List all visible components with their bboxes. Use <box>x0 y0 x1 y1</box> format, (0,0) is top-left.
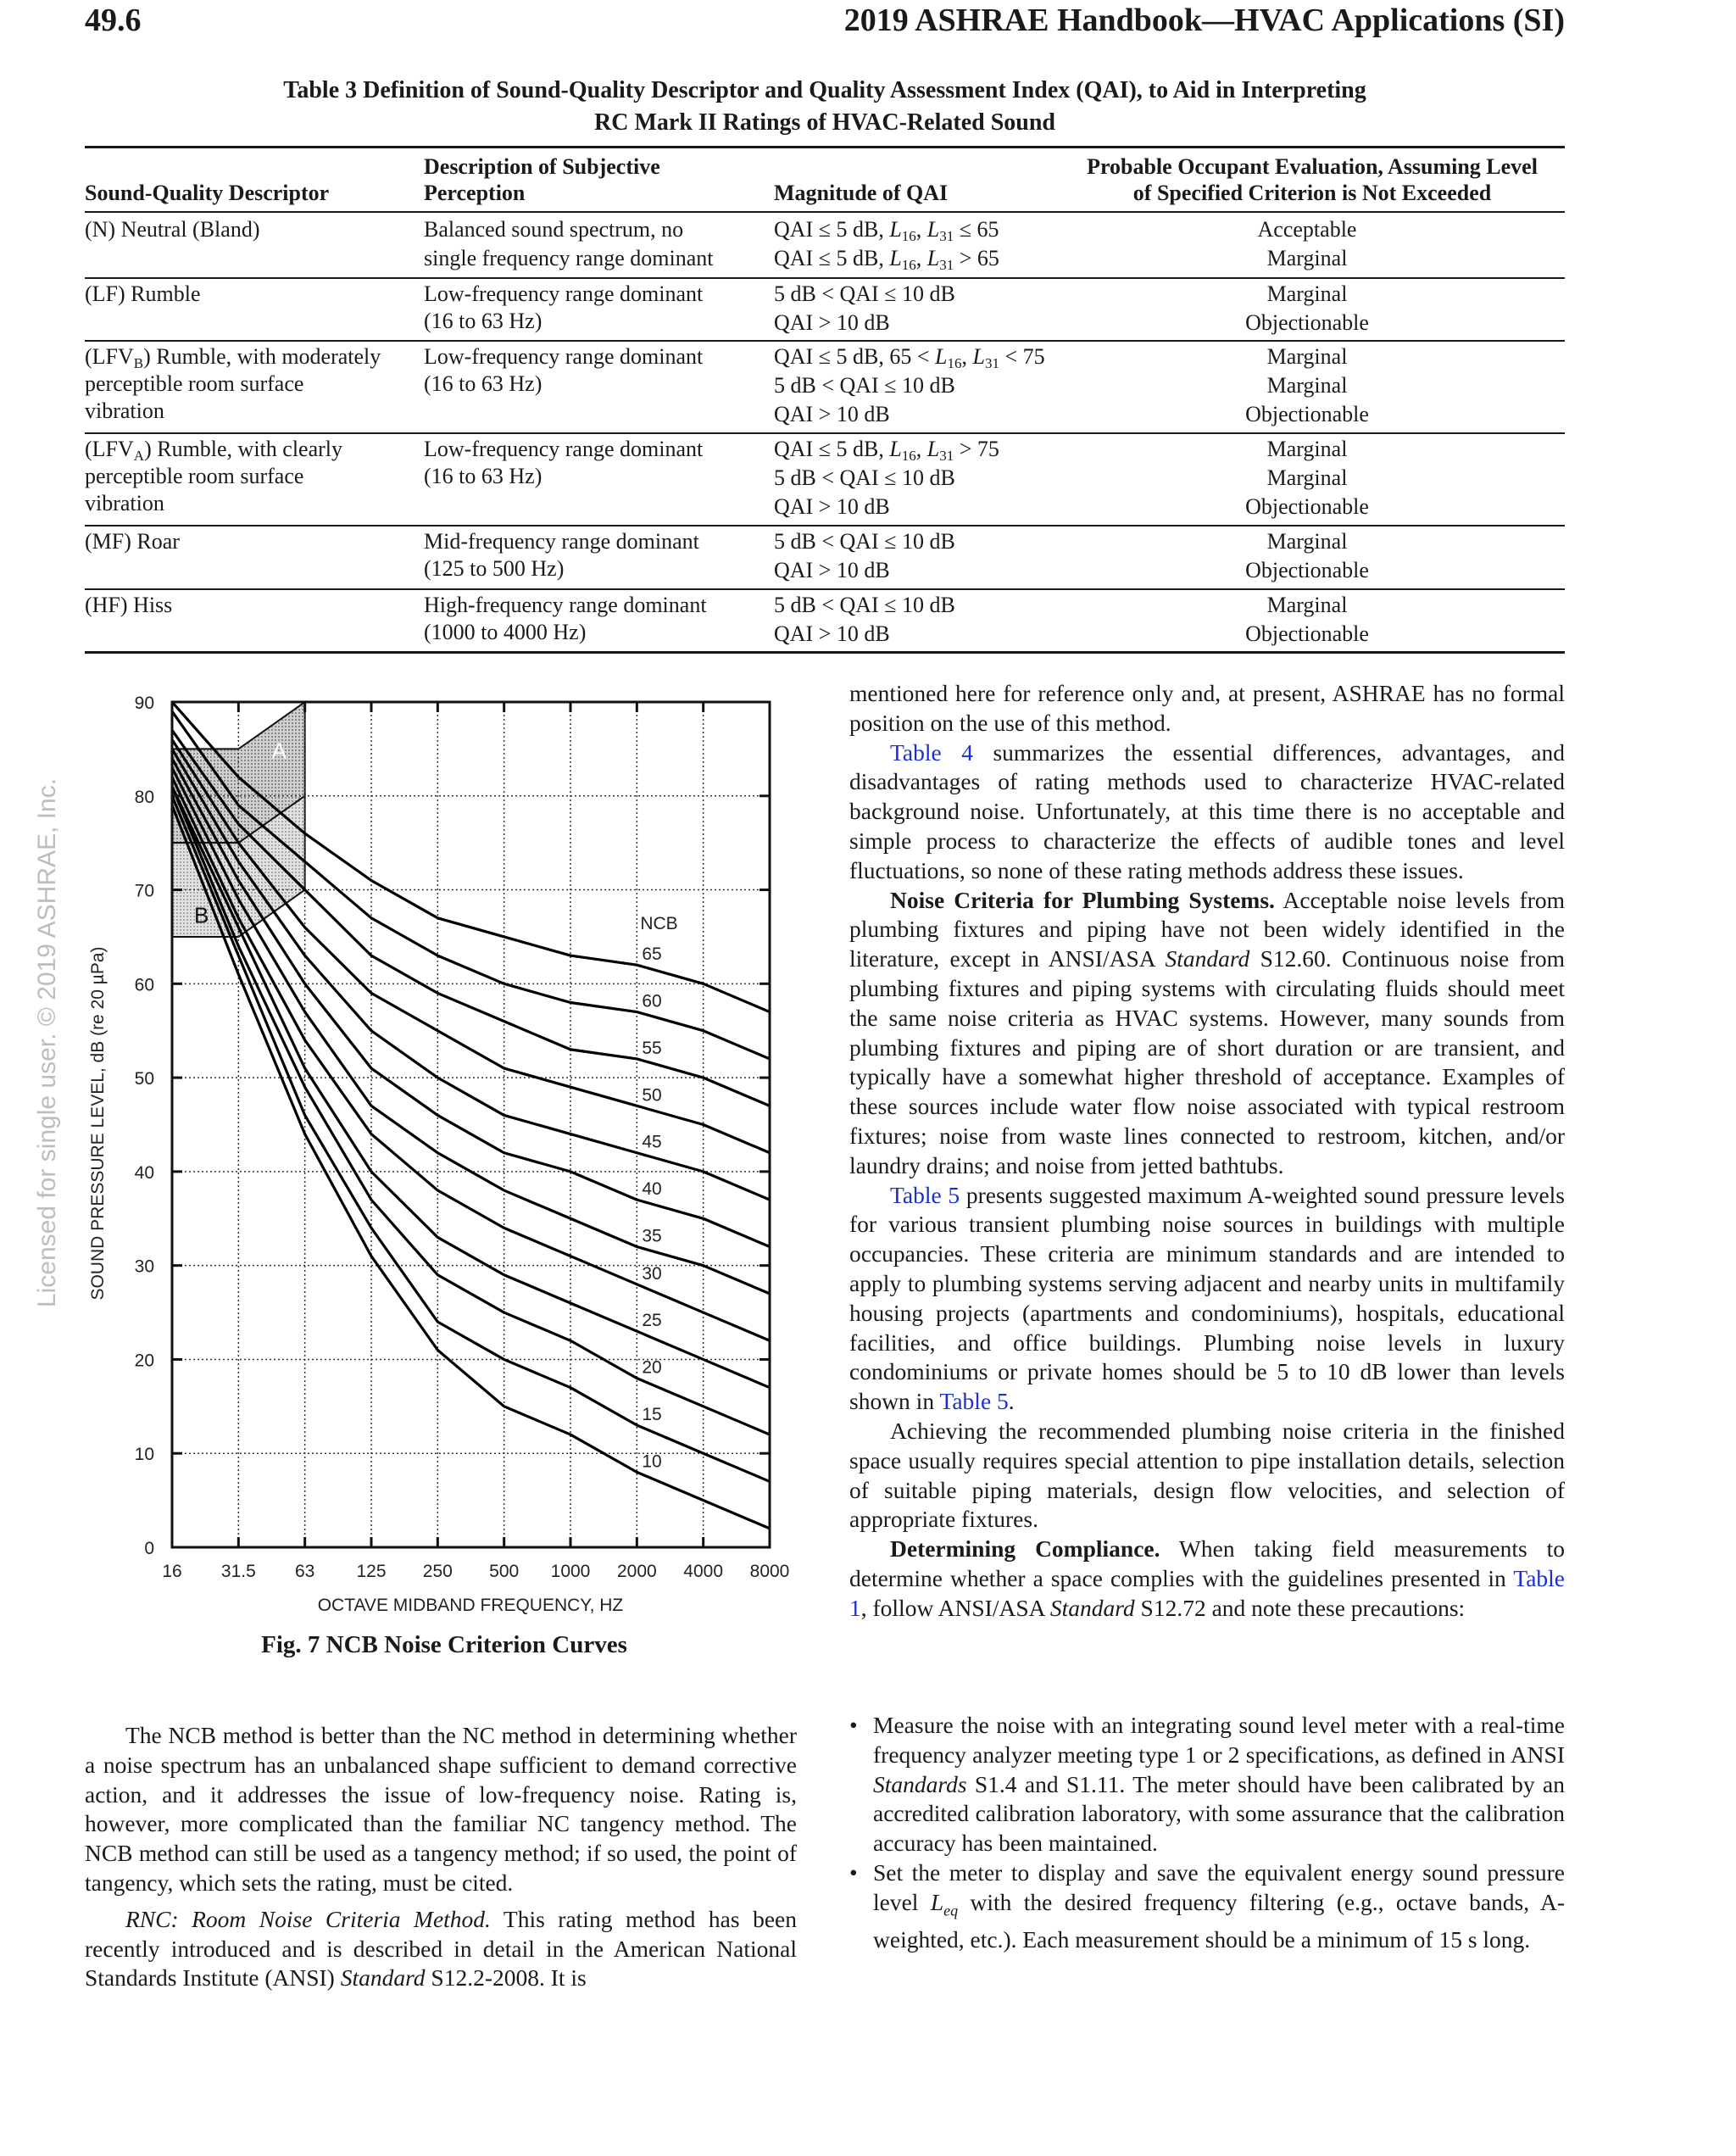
perception-cell: Low-frequency range dominant <box>424 437 704 461</box>
paragraph-achieving: Achieving the recommended plumbing noise criteria in the finished space usually requires special attention to pipe installation details, selection of suitable piping materials, design flow velocities, and selection of appropriate fixtures. <box>849 1417 1565 1533</box>
figure-caption: Fig. 7 NCB Noise Criterion Curves <box>261 1631 627 1658</box>
paragraph-table4: Table 4 summarizes the essential differences, advantages, and disadvantages of rating methods used to characterize HVAC-related background noise. Unfortunately, at this time there is no acceptable and simple process to characterize the effects of audible tones and level fluctuations, so none of these rating methods address these issues. <box>849 738 1565 883</box>
license-watermark: Licensed for single user. © 2019 ASHRAE, Inc. <box>33 777 61 1308</box>
paragraph-plumbing: Noise Criteria for Plumbing Systems. Acceptable noise levels from plumbing fixtures and piping have not been widely identified in the literature, except in ANSI/ASA Standard S12.60. Continuous noise from plumbing fixtures and piping systems with circulating fluids should meet the same noise criteria as HVAC systems. However, many sounds from plumbing fixtures and piping are of short duration or are transient, and typically have a somewhat higher threshold of acceptance. Examples of these sources include water flow noise associated with typical restroom fixtures; noise from waste lines connected to restroom, kitchen, and/or laundry drains; and noise from jetted bathtubs. <box>849 886 1566 1178</box>
evaluation-cell: Marginal <box>1266 281 1348 306</box>
col-header-evaluation-1: Probable Occupant Evaluation, Assuming Level <box>1087 154 1538 179</box>
evaluation-cell: Marginal <box>1266 529 1348 554</box>
perception-cell: single frequency range dominant <box>424 246 714 270</box>
descriptor-cell: $(LFV_A)$ Rumble, with clearly <box>85 437 342 464</box>
qai-cell: QAI ≤ 5 dB, $L_{16}$, $L_{31} \le 65$ <box>774 217 999 244</box>
y-tick-label: 30 <box>134 1256 154 1277</box>
region-a-label: A <box>271 738 287 764</box>
region-b-label: B <box>194 902 209 928</box>
running-title: 2019 ASHRAE Handbook—HVAC Applications (SI) <box>843 3 1565 38</box>
y-tick-label: 40 <box>134 1162 154 1183</box>
list-item: • Set the meter to display and save the equivalent energy sound pressure level $L_{eq}$ with the desired frequency filtering (e.g., octave bands, A-weighted, etc.). Each measurement should be a minimum of 15 s long. <box>849 1858 1565 1953</box>
evaluation-cell: Marginal <box>1266 373 1348 398</box>
x-tick-label: 125 <box>356 1562 387 1581</box>
descriptor-cell: vibration <box>85 491 164 515</box>
left-column-text <box>85 1721 797 1993</box>
qai-cell: QAI > 10 dB <box>774 402 890 426</box>
section-heading-compliance: Determining Compliance. <box>890 1535 1160 1563</box>
ncb-chart <box>0 0 848 1628</box>
y-axis-title: SOUND PRESSURE LEVEL, dB (re 20 µPa) <box>88 946 108 1301</box>
rnc-heading: RNC: Room Noise Criteria Method. <box>125 1905 491 1932</box>
ncb-curves <box>172 702 770 1529</box>
perception-cell: (125 to 500 Hz) <box>424 556 565 581</box>
curve-label-45: 45 <box>642 1132 662 1152</box>
evaluation-cell: Marginal <box>1266 593 1348 617</box>
table-1-link[interactable]: Table 1 <box>849 1564 1565 1621</box>
perception-cell: (16 to 63 Hz) <box>424 371 542 396</box>
qai-cell: 5 dB < QAI ≤ 10 dB <box>774 373 955 398</box>
descriptor-cell: $(LFV_B)$ Rumble, with moderately <box>85 344 381 371</box>
table-4-link[interactable]: Table 4 <box>890 738 973 766</box>
x-tick-label: 63 <box>294 1562 315 1581</box>
qai-cell: 5 dB < QAI ≤ 10 dB <box>774 593 955 617</box>
descriptor-cell: (MF) Roar <box>85 529 180 554</box>
perception-cell: Low-frequency range dominant <box>424 281 704 306</box>
curve-label-20: 20 <box>642 1357 662 1378</box>
table-title-line-1: Table 3 Definition of Sound-Quality Descriptor and Quality Assessment Index (QAI), to Aid in Interpreting <box>283 77 1366 103</box>
descriptor-cell: (LF) Rumble <box>85 281 201 306</box>
paragraph-rnc-method: RNC: Room Noise Criteria Method. This rating method has been recently introduced and is described in detail in the American National Standards Institute (ANSI) Standard S12.2-2008. It is <box>85 1905 797 1992</box>
qai-cell: QAI > 10 dB <box>774 558 890 582</box>
curve-label-50: 50 <box>642 1085 662 1106</box>
evaluation-cell: Objectionable <box>1245 402 1369 426</box>
evaluation-cell: Objectionable <box>1245 310 1369 335</box>
y-tick-label: 50 <box>134 1069 154 1089</box>
evaluation-cell: Acceptable <box>1257 217 1357 242</box>
x-tick-label: 2000 <box>616 1562 657 1581</box>
qai-cell: 5 dB < QAI ≤ 10 dB <box>774 465 955 490</box>
evaluation-cell: Objectionable <box>1245 494 1369 519</box>
curve-label-25: 25 <box>642 1311 662 1331</box>
perception-cell: Balanced sound spectrum, no <box>424 217 684 242</box>
x-tick-label: 500 <box>489 1562 520 1581</box>
qai-cell: QAI ≤ 5 dB, $L_{16}$, $L_{31} > 65$ <box>774 246 999 273</box>
descriptor-cell: perceptible room surface <box>85 371 304 396</box>
descriptor-cell: vibration <box>85 398 164 423</box>
paragraph-continuation: mentioned here for reference only and, at present, ASHRAE has no formal position on the use of this method. <box>849 680 1565 736</box>
perception-cell: High-frequency range dominant <box>424 593 707 617</box>
bullet-icon: • <box>849 1712 858 1738</box>
qai-cell: QAI > 10 dB <box>774 310 890 335</box>
x-axis-title: OCTAVE MIDBAND FREQUENCY, HZ <box>317 1596 624 1615</box>
descriptor-cell: perceptible room surface <box>85 464 304 488</box>
descriptor-cell: (N) Neutral (Bland) <box>85 217 260 242</box>
qai-cell: 5 dB < QAI ≤ 10 dB <box>774 281 955 306</box>
evaluation-cell: Marginal <box>1266 246 1348 270</box>
curve-label-30: 30 <box>642 1263 662 1284</box>
curve-label-55: 55 <box>642 1038 662 1058</box>
legend-title: NCB <box>640 914 678 934</box>
col-header-perception-2: Perception <box>424 181 526 205</box>
x-tick-label: 8000 <box>749 1562 790 1581</box>
right-column-text <box>849 679 1565 1624</box>
curve-label-15: 15 <box>642 1404 662 1424</box>
perception-cell: Mid-frequency range dominant <box>424 529 699 554</box>
perception-cell: (1000 to 4000 Hz) <box>424 620 587 644</box>
col-header-descriptor: Sound-Quality Descriptor <box>85 181 330 205</box>
y-tick-label: 10 <box>134 1445 154 1465</box>
evaluation-cell: Marginal <box>1266 344 1348 369</box>
perception-cell: Low-frequency range dominant <box>424 344 704 369</box>
descriptor-cell: (HF) Hiss <box>85 593 173 617</box>
curve-label-65: 65 <box>642 944 662 965</box>
y-tick-label: 80 <box>134 787 154 807</box>
paragraph-compliance: Determining Compliance. When taking field measurements to determine whether a space complies with the guidelines presented in Table 1, follow ANSI/ASA Standard S12.72 and note these precautions: <box>849 1535 1565 1621</box>
col-header-evaluation-2: of Specified Criterion is Not Exceeded <box>1132 181 1492 205</box>
col-header-qai: Magnitude of QAI <box>774 181 949 205</box>
evaluation-cell: Objectionable <box>1245 621 1369 646</box>
section-heading-plumbing: Noise Criteria for Plumbing Systems. <box>890 886 1275 913</box>
x-tick-label: 4000 <box>683 1562 724 1581</box>
y-tick-label: 90 <box>134 694 154 713</box>
col-header-perception-1: Description of Subjective <box>424 154 660 179</box>
page-number: 49.6 <box>85 3 142 38</box>
qai-cell: QAI > 10 dB <box>774 621 890 646</box>
perception-cell: (16 to 63 Hz) <box>424 464 542 488</box>
curve-label-60: 60 <box>642 991 662 1011</box>
bullet-icon: • <box>849 1858 858 1886</box>
x-tick-label: 250 <box>422 1562 453 1581</box>
precautions-list <box>849 1711 1565 1955</box>
paragraph-ncb-method: The NCB method is better than the NC method in determining whether a noise spectrum has an unbalanced shape sufficient to demand corrective action, and it addresses the issue of low-frequency noise. Rating is, however, more complicated than the familiar NC tangency method. The NCB method can still be used as a tangency method; if so used, the point of tangency, which sets the rating, must be cited. <box>85 1722 797 1896</box>
paragraph-table5: Table 5 presents suggested maximum A-weighted sound pressure levels for various transient plumbing noise sources in buildings with multiple occupancies. These criteria are minimum standards and are intended to apply to plumbing systems serving adjacent and nearby units in multifamily housing projects (apartments and condominiums), hospitals, educational facilities, and office buildings. Plumbing noise levels in luxury condominiums or private homes should be 5 to 10 dB lower than levels shown in Table 5. <box>849 1181 1565 1415</box>
y-tick-label: 70 <box>134 881 154 901</box>
qai-cell: QAI > 10 dB <box>774 494 890 519</box>
table-title-line-2: RC Mark II Ratings of HVAC-Related Sound <box>594 109 1055 136</box>
qai-cell: QAI ≤ 5 dB, $L_{16}$, $L_{31} > 75$ <box>774 437 999 464</box>
evaluation-cell: Marginal <box>1266 465 1348 490</box>
table-5-link[interactable]: Table 5 <box>939 1388 1009 1415</box>
evaluation-cell: Marginal <box>1266 437 1348 461</box>
y-tick-label: 0 <box>144 1539 154 1558</box>
list-item: • Measure the noise with an integrating sound level meter with a real-time frequency analyzer meeting type 1 or 2 specifications, as defined in ANSI Standards S1.4 and S1.11. The meter should have been calibrated by an accredited calibration laboratory, with some assurance that the calibration accuracy has been maintained. <box>849 1712 1565 1857</box>
x-tick-label: 16 <box>162 1562 182 1581</box>
curve-label-35: 35 <box>642 1226 662 1246</box>
y-tick-label: 60 <box>134 975 154 995</box>
y-tick-label: 20 <box>134 1351 154 1371</box>
curve-label-40: 40 <box>642 1179 662 1200</box>
qai-cell: 5 dB < QAI ≤ 10 dB <box>774 529 955 554</box>
curve-label-10: 10 <box>642 1451 662 1472</box>
x-tick-label: 31.5 <box>220 1562 256 1581</box>
qai-cell: QAI ≤ 5 dB, $65 < L_{16}$, $L_{31} < 75$ <box>774 344 1045 371</box>
perception-cell: (16 to 63 Hz) <box>424 309 542 333</box>
x-tick-label: 1000 <box>550 1562 591 1581</box>
evaluation-cell: Objectionable <box>1245 558 1369 582</box>
table-5-link[interactable]: Table 5 <box>890 1181 960 1208</box>
